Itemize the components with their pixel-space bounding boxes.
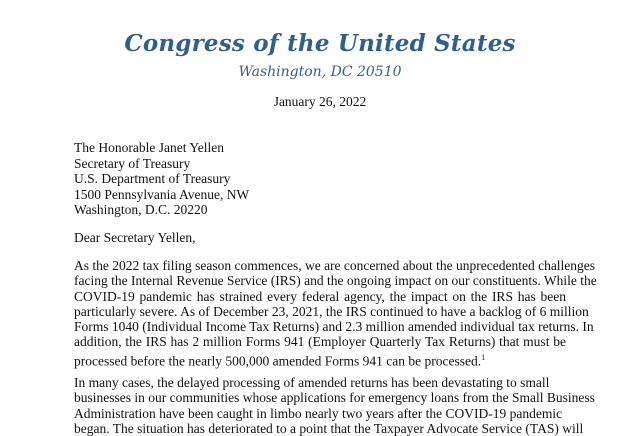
text-line-content: processed before the nearly 500,000 amended Forms 941 can be processed. [74, 353, 482, 369]
address-line: 1500 Pennsylvania Avenue, NW [74, 186, 250, 202]
salutation: Dear Secretary Yellen, [74, 230, 196, 245]
text-line: Forms 1040 (Individual Income Tax Returns) and 2.3 million amended individual tax returns. In [74, 319, 594, 335]
address-line: U.S. Department of Treasury [74, 171, 231, 187]
recipient-address [74, 140, 249, 218]
footnote-marker[interactable]: 1 [481, 352, 486, 362]
paragraph-2 [74, 375, 595, 436]
text-line: businesses in our communities whose applications for emergency loans from the Small Business [74, 390, 595, 406]
text-line: As the 2022 tax filing season commences, we are concerned about the unprecedented challenges [74, 258, 596, 273]
text-line: addition, the IRS has 2 million Forms 941 (Employer Quarterly Tax Returns) that must be [74, 334, 566, 350]
letterhead-subtitle: Washington, DC 20510 [238, 64, 402, 80]
text-line: particularly severe. As of December 23, 2021, the IRS continued to have a backlog of 6 million [74, 303, 589, 319]
text-line: began. The situation has deteriorated to a point that the Taxpayer Advocate Service (TAS) will [74, 420, 584, 436]
address-line: Secretary of Treasury [74, 155, 191, 171]
text-line: COVID-19 pandemic has strained every federal agency, the impact on the IRS has been [74, 288, 566, 304]
text-line: Administration have been caught in limbo nearly two years after the COVID-19 pandemic [74, 405, 563, 421]
text-line: facing the Internal Revenue Service (IRS) and the ongoing impact on our constituents. While the [74, 273, 597, 289]
paragraph-1 [74, 258, 597, 369]
text-line: In many cases, the delayed processing of amended returns has been devastating to small [74, 375, 550, 390]
address-line: Washington, D.C. 20220 [74, 202, 208, 218]
address-line: The Honorable Janet Yellen [74, 140, 224, 155]
text-line [74, 350, 566, 369]
letterhead-title: Congress of the United States [124, 30, 516, 57]
letter-date: January 26, 2022 [273, 94, 367, 109]
